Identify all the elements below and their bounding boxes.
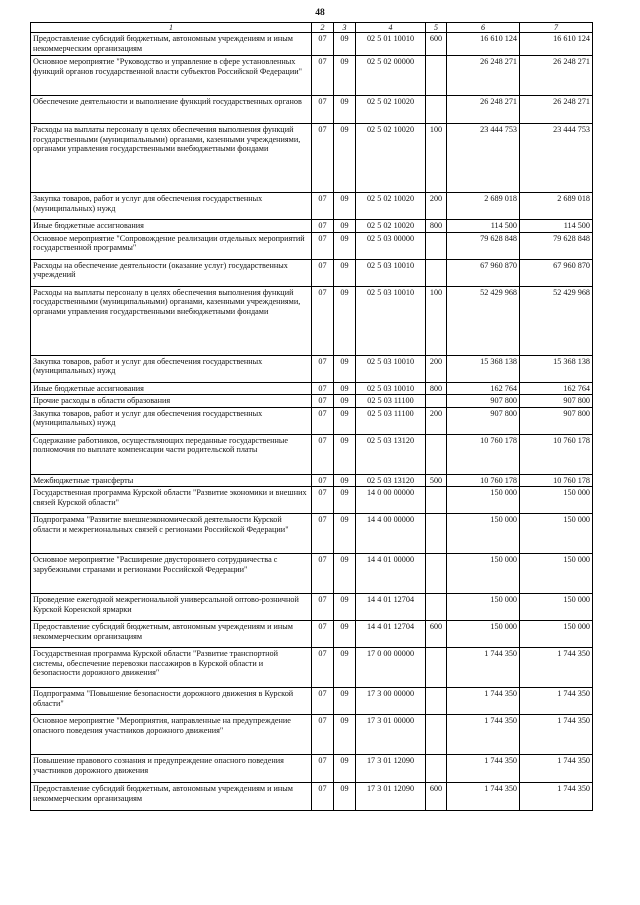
cell-name: Иные бюджетные ассигнования <box>31 220 312 233</box>
cell-target-article: 02 5 03 10010 <box>356 259 426 286</box>
table-row <box>31 33 593 56</box>
cell-amount-1: 2 689 018 <box>447 193 520 220</box>
cell-expense-type: 600 <box>426 621 447 648</box>
cell-amount-1: 907 800 <box>447 407 520 434</box>
cell-expense-type <box>426 487 447 514</box>
cell-amount-1: 15 368 138 <box>447 355 520 382</box>
cell-amount-1: 150 000 <box>447 487 520 514</box>
cell-name: Предоставление субсидий бюджетным, автономным учреждениям и иным некоммерческим организациям <box>31 33 312 56</box>
cell-subsection: 09 <box>334 232 356 259</box>
cell-target-article: 02 5 03 11100 <box>356 395 426 408</box>
cell-section: 07 <box>312 382 334 395</box>
cell-amount-1: 150 000 <box>447 554 520 594</box>
cell-amount-2: 1 744 350 <box>520 715 593 755</box>
table-row <box>31 648 593 688</box>
cell-amount-2: 150 000 <box>520 554 593 594</box>
table-row <box>31 56 593 96</box>
cell-subsection: 09 <box>334 554 356 594</box>
table-row <box>31 259 593 286</box>
cell-amount-1: 162 764 <box>447 382 520 395</box>
cell-amount-1: 150 000 <box>447 621 520 648</box>
cell-amount-1: 907 800 <box>447 395 520 408</box>
table-row <box>31 286 593 355</box>
cell-target-article: 02 5 03 10010 <box>356 286 426 355</box>
cell-section: 07 <box>312 56 334 96</box>
table-row <box>31 514 593 554</box>
cell-name: Предоставление субсидий бюджетным, автономным учреждениям и иным некоммерческим организациям <box>31 621 312 648</box>
cell-target-article: 02 5 02 10020 <box>356 193 426 220</box>
cell-name: Расходы на выплаты персоналу в целях обеспечения выполнения функций государственными (муниципальными) органами, казенными учреждениями, органами управления государственными внебюджетными фондами <box>31 124 312 193</box>
cell-expense-type <box>426 688 447 715</box>
cell-name: Иные бюджетные ассигнования <box>31 382 312 395</box>
cell-amount-2: 26 248 271 <box>520 96 593 124</box>
cell-amount-1: 150 000 <box>447 514 520 554</box>
cell-name: Государственная программа Курской области "Развитие экономики и внешних связей Курской области" <box>31 487 312 514</box>
cell-expense-type <box>426 755 447 783</box>
cell-amount-1: 1 744 350 <box>447 783 520 811</box>
cell-name: Предоставление субсидий бюджетным, автономным учреждениям и иным некоммерческим организациям <box>31 783 312 811</box>
cell-target-article: 02 5 01 10010 <box>356 33 426 56</box>
cell-name: Закупка товаров, работ и услуг для обеспечения государственных (муниципальных) нужд <box>31 355 312 382</box>
cell-subsection: 09 <box>334 434 356 474</box>
cell-subsection: 09 <box>334 407 356 434</box>
cell-section: 07 <box>312 259 334 286</box>
cell-amount-1: 1 744 350 <box>447 755 520 783</box>
cell-expense-type <box>426 514 447 554</box>
cell-target-article: 02 5 02 10020 <box>356 220 426 233</box>
cell-subsection: 09 <box>334 648 356 688</box>
cell-amount-1: 16 610 124 <box>447 33 520 56</box>
cell-amount-1: 1 744 350 <box>447 648 520 688</box>
table-row <box>31 232 593 259</box>
cell-subsection: 09 <box>334 33 356 56</box>
cell-name: Расходы на выплаты персоналу в целях обеспечения выполнения функций государственными (муниципальными) органами, казенными учреждениями, органами управления государственными внебюджетными фондами <box>31 286 312 355</box>
table-row <box>31 395 593 408</box>
cell-subsection: 09 <box>334 621 356 648</box>
cell-name: Подпрограмма "Развитие внешнеэкономической деятельности Курской области и межрегиональных связей с регионами Российской Федерации" <box>31 514 312 554</box>
cell-amount-2: 2 689 018 <box>520 193 593 220</box>
cell-section: 07 <box>312 474 334 487</box>
cell-expense-type <box>426 648 447 688</box>
cell-amount-2: 23 444 753 <box>520 124 593 193</box>
table-row <box>31 124 593 193</box>
cell-name: Основное мероприятие "Расширение двустороннего сотрудничества с зарубежными странами и регионами Российской Федерации" <box>31 554 312 594</box>
cell-amount-1: 67 960 870 <box>447 259 520 286</box>
cell-amount-2: 1 744 350 <box>520 688 593 715</box>
cell-target-article: 17 3 01 12090 <box>356 755 426 783</box>
cell-name: Основное мероприятие "Мероприятия, направленные на предупреждение опасного поведения участников дорожного движения" <box>31 715 312 755</box>
cell-expense-type <box>426 56 447 96</box>
cell-amount-2: 52 429 968 <box>520 286 593 355</box>
cell-name: Прочие расходы в области образования <box>31 395 312 408</box>
cell-target-article: 02 5 02 10020 <box>356 96 426 124</box>
cell-target-article: 14 4 01 00000 <box>356 554 426 594</box>
cell-section: 07 <box>312 594 334 621</box>
cell-name: Расходы на обеспечение деятельности (оказание услуг) государственных учреждений <box>31 259 312 286</box>
cell-section: 07 <box>312 648 334 688</box>
cell-target-article: 02 5 03 10010 <box>356 382 426 395</box>
cell-amount-1: 23 444 753 <box>447 124 520 193</box>
cell-amount-1: 150 000 <box>447 594 520 621</box>
cell-name: Проведение ежегодной межрегиональной универсальной оптово-розничной Курской Коренской ярмарки <box>31 594 312 621</box>
cell-amount-2: 114 500 <box>520 220 593 233</box>
cell-section: 07 <box>312 286 334 355</box>
cell-expense-type: 600 <box>426 33 447 56</box>
cell-section: 07 <box>312 96 334 124</box>
cell-section: 07 <box>312 755 334 783</box>
cell-amount-2: 15 368 138 <box>520 355 593 382</box>
table-row <box>31 715 593 755</box>
cell-expense-type: 100 <box>426 286 447 355</box>
cell-expense-type: 200 <box>426 407 447 434</box>
cell-amount-2: 907 800 <box>520 407 593 434</box>
cell-amount-2: 26 248 271 <box>520 56 593 96</box>
cell-target-article: 02 5 02 10020 <box>356 124 426 193</box>
table-row <box>31 474 593 487</box>
cell-amount-1: 10 760 178 <box>447 474 520 487</box>
cell-subsection: 09 <box>334 395 356 408</box>
cell-target-article: 02 5 03 10010 <box>356 355 426 382</box>
cell-expense-type <box>426 554 447 594</box>
cell-section: 07 <box>312 232 334 259</box>
cell-amount-2: 79 628 848 <box>520 232 593 259</box>
cell-name: Закупка товаров, работ и услуг для обеспечения государственных (муниципальных) нужд <box>31 193 312 220</box>
cell-section: 07 <box>312 514 334 554</box>
cell-amount-2: 150 000 <box>520 514 593 554</box>
cell-amount-2: 150 000 <box>520 621 593 648</box>
cell-section: 07 <box>312 220 334 233</box>
cell-name: Подпрограмма "Повышение безопасности дорожного движения в Курской области" <box>31 688 312 715</box>
cell-target-article: 17 0 00 00000 <box>356 648 426 688</box>
table-row <box>31 96 593 124</box>
cell-amount-2: 150 000 <box>520 487 593 514</box>
cell-name: Закупка товаров, работ и услуг для обеспечения государственных (муниципальных) нужд <box>31 407 312 434</box>
cell-target-article: 17 3 01 00000 <box>356 715 426 755</box>
header-cell-amount-2: 7 <box>520 23 593 33</box>
cell-name: Основное мероприятие "Руководство и управление в сфере установленных функций органов государственной власти субъектов Российской Федерации" <box>31 56 312 96</box>
cell-amount-1: 26 248 271 <box>447 56 520 96</box>
cell-name: Межбюджетные трансферты <box>31 474 312 487</box>
cell-section: 07 <box>312 193 334 220</box>
cell-section: 07 <box>312 554 334 594</box>
cell-target-article: 02 5 03 00000 <box>356 232 426 259</box>
cell-amount-2: 907 800 <box>520 395 593 408</box>
cell-amount-2: 150 000 <box>520 594 593 621</box>
cell-expense-type: 800 <box>426 220 447 233</box>
table-row <box>31 355 593 382</box>
cell-target-article: 17 3 00 00000 <box>356 688 426 715</box>
cell-name: Повышение правового сознания и предупреждение опасного поведения участников дорожного движения <box>31 755 312 783</box>
cell-name: Основное мероприятие "Сопровождение реализации отдельных мероприятий государственной программы" <box>31 232 312 259</box>
budget-table <box>30 22 593 811</box>
cell-target-article: 14 4 01 12704 <box>356 594 426 621</box>
cell-name: Обеспечение деятельности и выполнение функций государственных органов <box>31 96 312 124</box>
cell-expense-type: 500 <box>426 474 447 487</box>
cell-section: 07 <box>312 487 334 514</box>
page-number: 48 <box>315 8 325 18</box>
table-row <box>31 621 593 648</box>
cell-amount-1: 26 248 271 <box>447 96 520 124</box>
cell-expense-type <box>426 96 447 124</box>
table-row <box>31 783 593 811</box>
cell-amount-2: 10 760 178 <box>520 474 593 487</box>
cell-subsection: 09 <box>334 286 356 355</box>
cell-amount-2: 162 764 <box>520 382 593 395</box>
header-cell-section: 2 <box>312 23 334 33</box>
cell-section: 07 <box>312 783 334 811</box>
header-cell-expense-type: 5 <box>426 23 447 33</box>
cell-subsection: 09 <box>334 382 356 395</box>
header-cell-name: 1 <box>31 23 312 33</box>
cell-amount-2: 10 760 178 <box>520 434 593 474</box>
table-row <box>31 688 593 715</box>
table-row <box>31 755 593 783</box>
cell-section: 07 <box>312 715 334 755</box>
cell-target-article: 14 4 01 12704 <box>356 621 426 648</box>
table-row <box>31 220 593 233</box>
cell-expense-type: 200 <box>426 355 447 382</box>
table-row <box>31 487 593 514</box>
cell-amount-1: 52 429 968 <box>447 286 520 355</box>
cell-expense-type: 100 <box>426 124 447 193</box>
cell-expense-type <box>426 715 447 755</box>
cell-section: 07 <box>312 33 334 56</box>
cell-amount-2: 67 960 870 <box>520 259 593 286</box>
cell-section: 07 <box>312 688 334 715</box>
cell-section: 07 <box>312 395 334 408</box>
cell-section: 07 <box>312 407 334 434</box>
header-row <box>31 23 593 33</box>
cell-expense-type: 200 <box>426 193 447 220</box>
cell-target-article: 02 5 03 11100 <box>356 407 426 434</box>
header-cell-subsection: 3 <box>334 23 356 33</box>
cell-target-article: 17 3 01 12090 <box>356 783 426 811</box>
cell-subsection: 09 <box>334 124 356 193</box>
cell-target-article: 14 0 00 00000 <box>356 487 426 514</box>
cell-subsection: 09 <box>334 688 356 715</box>
cell-subsection: 09 <box>334 514 356 554</box>
cell-section: 07 <box>312 124 334 193</box>
cell-subsection: 09 <box>334 783 356 811</box>
cell-target-article: 02 5 03 13120 <box>356 474 426 487</box>
table-row <box>31 407 593 434</box>
cell-name: Содержание работников, осуществляющих переданные государственные полномочия по выплате компенсации части родительской платы <box>31 434 312 474</box>
cell-subsection: 09 <box>334 594 356 621</box>
cell-amount-1: 1 744 350 <box>447 688 520 715</box>
header-cell-target-article: 4 <box>356 23 426 33</box>
cell-amount-2: 1 744 350 <box>520 648 593 688</box>
table-row <box>31 554 593 594</box>
cell-target-article: 02 5 03 13120 <box>356 434 426 474</box>
cell-amount-1: 10 760 178 <box>447 434 520 474</box>
cell-subsection: 09 <box>334 220 356 233</box>
cell-expense-type <box>426 594 447 621</box>
cell-subsection: 09 <box>334 355 356 382</box>
cell-amount-1: 79 628 848 <box>447 232 520 259</box>
cell-subsection: 09 <box>334 715 356 755</box>
cell-expense-type <box>426 434 447 474</box>
table-row <box>31 594 593 621</box>
cell-subsection: 09 <box>334 487 356 514</box>
cell-amount-1: 114 500 <box>447 220 520 233</box>
table-row <box>31 434 593 474</box>
cell-expense-type <box>426 395 447 408</box>
cell-target-article: 14 4 00 00000 <box>356 514 426 554</box>
cell-subsection: 09 <box>334 755 356 783</box>
cell-amount-2: 16 610 124 <box>520 33 593 56</box>
cell-subsection: 09 <box>334 259 356 286</box>
cell-expense-type: 800 <box>426 382 447 395</box>
cell-subsection: 09 <box>334 56 356 96</box>
cell-section: 07 <box>312 434 334 474</box>
cell-amount-2: 1 744 350 <box>520 755 593 783</box>
cell-expense-type: 600 <box>426 783 447 811</box>
table-row <box>31 193 593 220</box>
cell-target-article: 02 5 02 00000 <box>356 56 426 96</box>
cell-section: 07 <box>312 621 334 648</box>
table-row <box>31 382 593 395</box>
cell-section: 07 <box>312 355 334 382</box>
cell-expense-type <box>426 259 447 286</box>
cell-expense-type <box>426 232 447 259</box>
cell-amount-1: 1 744 350 <box>447 715 520 755</box>
cell-subsection: 09 <box>334 96 356 124</box>
cell-subsection: 09 <box>334 474 356 487</box>
header-cell-amount-1: 6 <box>447 23 520 33</box>
cell-subsection: 09 <box>334 193 356 220</box>
cell-amount-2: 1 744 350 <box>520 783 593 811</box>
cell-name: Государственная программа Курской области "Развитие транспортной системы, обеспечение перевозки пассажиров в Курской области и безопасности дорожного движения" <box>31 648 312 688</box>
